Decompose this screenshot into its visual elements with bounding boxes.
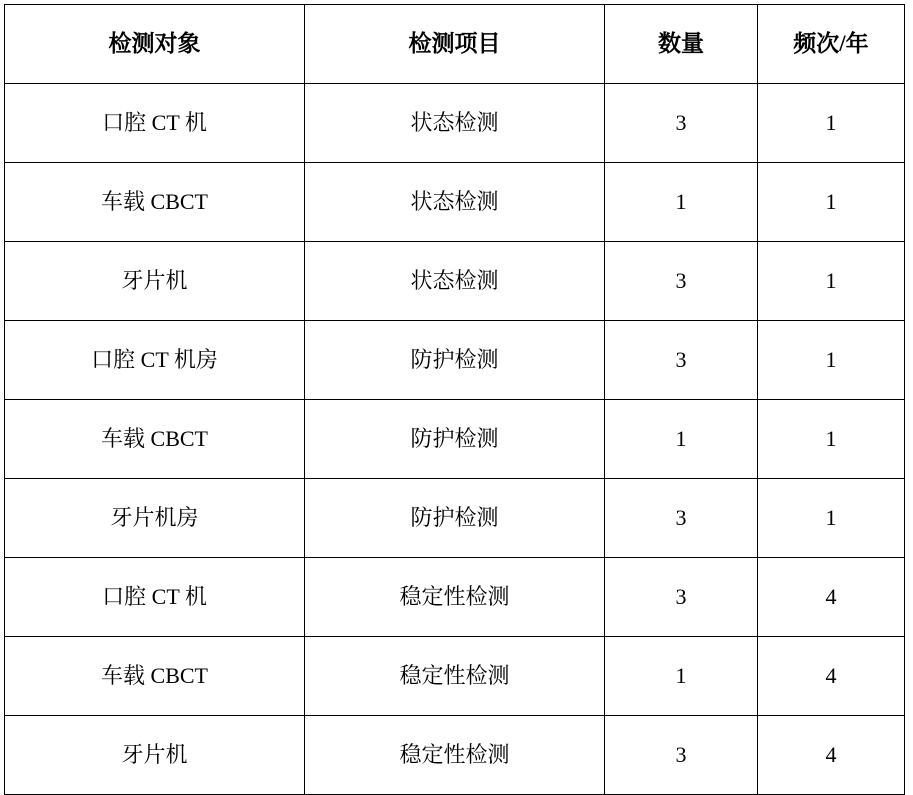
cell-frequency: 1 (758, 163, 905, 242)
cell-object: 车载 CBCT (5, 400, 305, 479)
column-header-quantity-label: 数量 (658, 31, 704, 57)
cell-item: 状态检测 (305, 163, 605, 242)
cell-object: 口腔 CT 机 (5, 84, 305, 163)
cell-object: 牙片机 (5, 716, 305, 795)
cell-object: 车载 CBCT (5, 637, 305, 716)
cell-object: 车载 CBCT (5, 163, 305, 242)
column-header-item (305, 5, 605, 84)
cell-quantity: 1 (605, 400, 758, 479)
cell-quantity: 3 (605, 321, 758, 400)
cell-frequency: 4 (758, 558, 905, 637)
cell-object: 口腔 CT 机 (5, 558, 305, 637)
table-header-row (5, 5, 905, 84)
cell-quantity: 3 (605, 479, 758, 558)
cell-quantity: 1 (605, 163, 758, 242)
table-row (5, 242, 905, 321)
column-header-quantity (605, 5, 758, 84)
table-row (5, 321, 905, 400)
cell-quantity: 3 (605, 84, 758, 163)
cell-object: 口腔 CT 机房 (5, 321, 305, 400)
cell-item: 防护检测 (305, 479, 605, 558)
column-header-frequency (758, 5, 905, 84)
table-row (5, 479, 905, 558)
table-row (5, 637, 905, 716)
cell-item: 防护检测 (305, 400, 605, 479)
cell-item: 稳定性检测 (305, 558, 605, 637)
column-header-object-label: 检测对象 (108, 31, 201, 57)
document-page (0, 4, 913, 795)
column-header-frequency-label: 频次/年 (793, 31, 869, 57)
table-row (5, 716, 905, 795)
cell-frequency: 1 (758, 242, 905, 321)
cell-quantity: 3 (605, 242, 758, 321)
cell-frequency: 1 (758, 84, 905, 163)
table-row (5, 400, 905, 479)
cell-item: 稳定性检测 (305, 637, 605, 716)
cell-frequency: 4 (758, 716, 905, 795)
cell-frequency: 1 (758, 321, 905, 400)
cell-item: 防护检测 (305, 321, 605, 400)
column-header-item-label: 检测项目 (408, 31, 501, 57)
cell-item: 状态检测 (305, 84, 605, 163)
column-header-object (5, 5, 305, 84)
cell-frequency: 1 (758, 400, 905, 479)
detection-table (4, 4, 905, 795)
table-row (5, 84, 905, 163)
table-row (5, 163, 905, 242)
cell-frequency: 4 (758, 637, 905, 716)
cell-item: 稳定性检测 (305, 716, 605, 795)
cell-item: 状态检测 (305, 242, 605, 321)
cell-frequency: 1 (758, 479, 905, 558)
cell-quantity: 3 (605, 716, 758, 795)
cell-quantity: 1 (605, 637, 758, 716)
cell-object: 牙片机 (5, 242, 305, 321)
table-row (5, 558, 905, 637)
cell-object: 牙片机房 (5, 479, 305, 558)
cell-quantity: 3 (605, 558, 758, 637)
